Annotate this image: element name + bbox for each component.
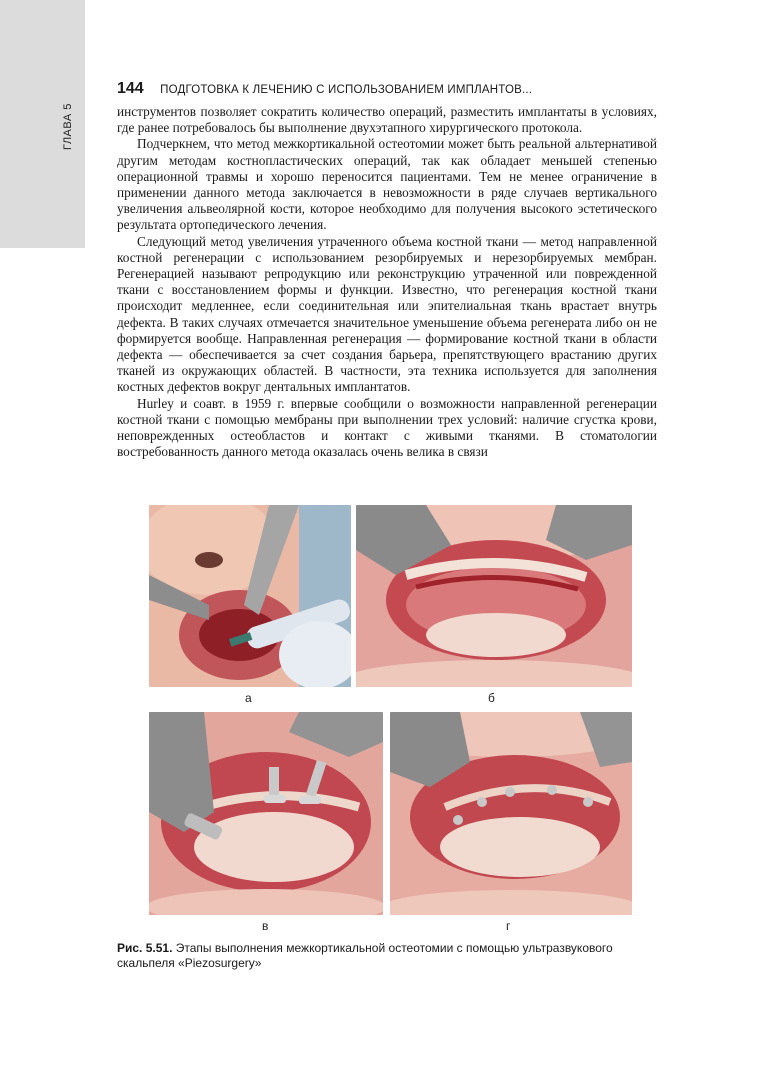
panel-label-b: б [488,691,495,705]
photo-c-implant-insertion [149,712,383,915]
body-text [117,104,657,460]
paragraph: Следующий метод увеличения утраченного объема костной ткани — метод направленной костной регенерации с использованием резорбируемых и нерезорбируемых мембран. Регенерацией называют репродукцию или реконструкцию утраченной или поврежденной ткани с восстановлением формы и функции. Известно, что регенерация костной ткани происходит медленнее, если соединительная или эпителиальная ткань врастает внутрь дефекта. В таких случаях отмечается значительное уменьшение объема регенерата либо он не формируется вообще. Направленная регенерация — формирование костной ткани в области дефекта — обеспечивается за счет создания барьера, препятствующего врастанию других тканей из окружающих областей. В частности, эта техника используется для заполнения костных дефектов вокруг дентальных имплантатов. [117,233,657,395]
photo-d-implants-placed [390,712,632,915]
panel-label-c: в [262,919,269,933]
page-number: 144 [117,80,144,97]
caption-label: Рис. 5.51. [117,941,173,955]
panel-label-d: г [506,919,511,933]
caption-text: Этапы выполнения межкортикальной остеотомии с помощью ультразвукового скальпеля «Piezosurgery» [117,941,613,970]
photo-b-ridge-osteotomy [356,505,632,687]
chapter-label: ГЛАВА 5 [62,103,74,150]
page-header [117,80,657,98]
paragraph: инструментов позволяет сократить количество операций, разместить имплантаты в условиях, где ранее потребовалось бы выполнение двухэтапного хирургического протокола. [117,104,657,136]
paragraph: Подчеркнем, что метод межкортикальной остеотомии может быть реальной альтернативой другим методам костнопластических операций, так как обладает меньшей степенью операционной травмы и хорошо переносится пациентами. Тем не менее ограничение в применении данного метода заключается в невозможности в ряде случаев вертикального увеличения альвеолярной кости, которое необходимо для получения высокого эстетического результата ортопедического лечения. [117,136,657,233]
running-title: ПОДГОТОВКА К ЛЕЧЕНИЮ С ИСПОЛЬЗОВАНИЕМ ИМПЛАНТОВ... [160,84,533,96]
photo-a-surgery-piezo [149,505,351,687]
panel-label-a: а [245,691,252,705]
figure-caption [117,941,662,971]
paragraph: Hurley и соавт. в 1959 г. впервые сообщили о возможности направленной регенерации костной ткани с помощью мембраны при выполнении трех условий: наличие сгустка крови, неповрежденных остеобластов и контакт с живыми тканями. В стоматологии востребованность данного метода оказалась очень велика в связи [117,395,657,460]
